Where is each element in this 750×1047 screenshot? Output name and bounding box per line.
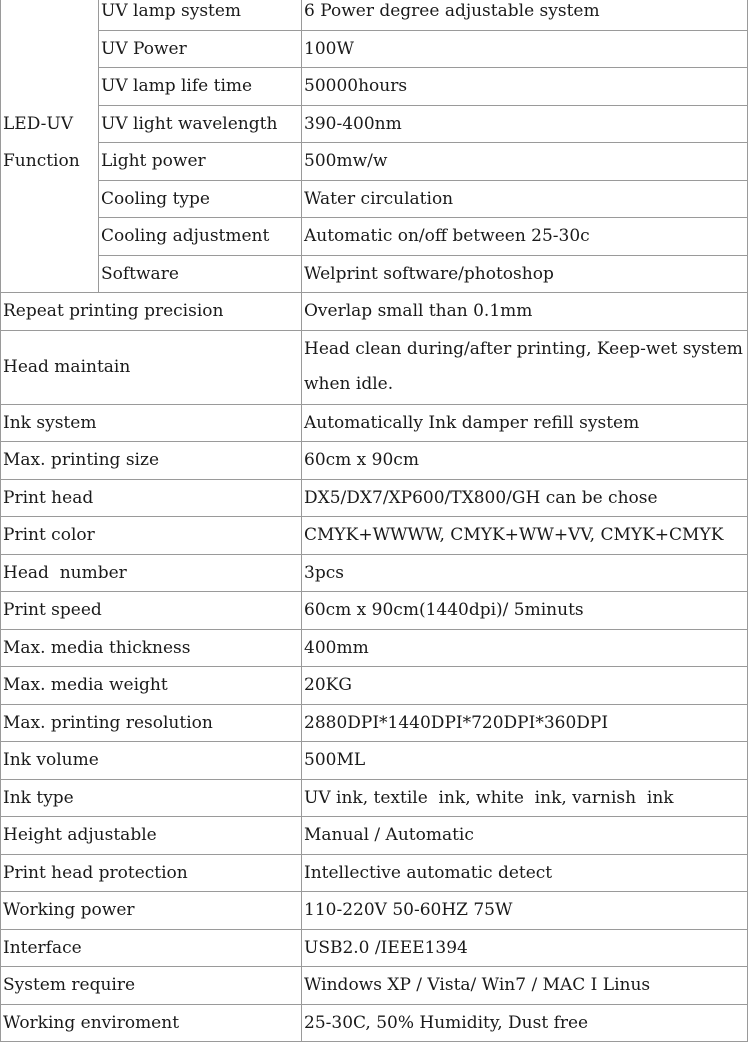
table-row xyxy=(1,330,748,404)
table-row xyxy=(1,442,748,480)
spec-label: Max. printing size xyxy=(1,442,302,480)
table-row xyxy=(1,255,748,293)
table-row xyxy=(1,143,748,181)
table-row xyxy=(1,929,748,967)
spec-label: Print speed xyxy=(1,592,302,630)
spec-value: 2880DPI*1440DPI*720DPI*360DPI xyxy=(302,704,748,742)
spec-label: Head number xyxy=(1,554,302,592)
table-row xyxy=(1,592,748,630)
table-row xyxy=(1,479,748,517)
table-row xyxy=(1,180,748,218)
spec-value: 60cm x 90cm xyxy=(302,442,748,480)
spec-value: Welprint software/photoshop xyxy=(302,255,748,293)
spec-value: 50000hours xyxy=(302,68,748,106)
led-uv-group-label xyxy=(1,0,99,293)
table-row xyxy=(1,404,748,442)
spec-value: 20KG xyxy=(302,667,748,705)
spec-value: Water circulation xyxy=(302,180,748,218)
table-row xyxy=(1,554,748,592)
spec-value: UV ink, textile ink, white ink, varnish ink xyxy=(302,779,748,817)
table-row xyxy=(1,779,748,817)
spec-label: UV lamp system xyxy=(99,0,302,30)
spec-value: 6 Power degree adjustable system xyxy=(302,0,748,30)
spec-label: Light power xyxy=(99,143,302,181)
spec-label: Working power xyxy=(1,892,302,930)
spec-label: UV Power xyxy=(99,30,302,68)
spec-value: 25-30C, 50% Humidity, Dust free xyxy=(302,1004,748,1042)
spec-value: Automatically Ink damper refill system xyxy=(302,404,748,442)
spec-label: System require xyxy=(1,967,302,1005)
spec-label: Cooling type xyxy=(99,180,302,218)
spec-label: Print color xyxy=(1,517,302,555)
led-uv-group-label-line1: LED-UV xyxy=(3,113,73,134)
spec-value: Overlap small than 0.1mm xyxy=(302,293,748,331)
spec-label: Max. media thickness xyxy=(1,629,302,667)
table-row xyxy=(1,293,748,331)
spec-label: Ink volume xyxy=(1,742,302,780)
spec-label: Interface xyxy=(1,929,302,967)
table-row xyxy=(1,218,748,256)
spec-label: Ink type xyxy=(1,779,302,817)
spec-label: Print head xyxy=(1,479,302,517)
spec-label: Working enviroment xyxy=(1,1004,302,1042)
table-row xyxy=(1,68,748,106)
table-row xyxy=(1,817,748,855)
spec-label: Software xyxy=(99,255,302,293)
spec-label: UV lamp life time xyxy=(99,68,302,106)
spec-value: 110-220V 50-60HZ 75W xyxy=(302,892,748,930)
spec-value: Automatic on/off between 25-30c xyxy=(302,218,748,256)
led-uv-group-label-line2: Function xyxy=(3,150,80,171)
spec-value: Manual / Automatic xyxy=(302,817,748,855)
spec-label: Print head protection xyxy=(1,854,302,892)
spec-label: Cooling adjustment xyxy=(99,218,302,256)
spec-label: Head maintain xyxy=(1,330,302,404)
spec-value: Windows XP / Vista/ Win7 / MAC I Linus xyxy=(302,967,748,1005)
spec-value: Intellective automatic detect xyxy=(302,854,748,892)
table-row xyxy=(1,1004,748,1042)
table-row xyxy=(1,105,748,143)
spec-value: 390-400nm xyxy=(302,105,748,143)
table-row xyxy=(1,967,748,1005)
spec-value: 400mm xyxy=(302,629,748,667)
spec-value: 100W xyxy=(302,30,748,68)
spec-label: Ink system xyxy=(1,404,302,442)
spec-value: 60cm x 90cm(1440dpi)/ 5minuts xyxy=(302,592,748,630)
table-row xyxy=(1,667,748,705)
spec-value: Head clean during/after printing, Keep-wet system when idle. xyxy=(302,330,748,404)
spec-value: 500ML xyxy=(302,742,748,780)
table-row xyxy=(1,892,748,930)
spec-label: Max. printing resolution xyxy=(1,704,302,742)
table-row xyxy=(1,0,748,30)
table-row xyxy=(1,742,748,780)
spec-label: UV light wavelength xyxy=(99,105,302,143)
table-row xyxy=(1,704,748,742)
table-row xyxy=(1,629,748,667)
spec-label: Height adjustable xyxy=(1,817,302,855)
spec-value: 500mw/w xyxy=(302,143,748,181)
spec-value: 3pcs xyxy=(302,554,748,592)
spec-label: Repeat printing precision xyxy=(1,293,302,331)
spec-value: CMYK+WWWW, CMYK+WW+VV, CMYK+CMYK xyxy=(302,517,748,555)
spec-value: USB2.0 /IEEE1394 xyxy=(302,929,748,967)
table-row xyxy=(1,854,748,892)
table-row xyxy=(1,30,748,68)
spec-value: DX5/DX7/XP600/TX800/GH can be chose xyxy=(302,479,748,517)
spec-label: Max. media weight xyxy=(1,667,302,705)
table-row xyxy=(1,517,748,555)
